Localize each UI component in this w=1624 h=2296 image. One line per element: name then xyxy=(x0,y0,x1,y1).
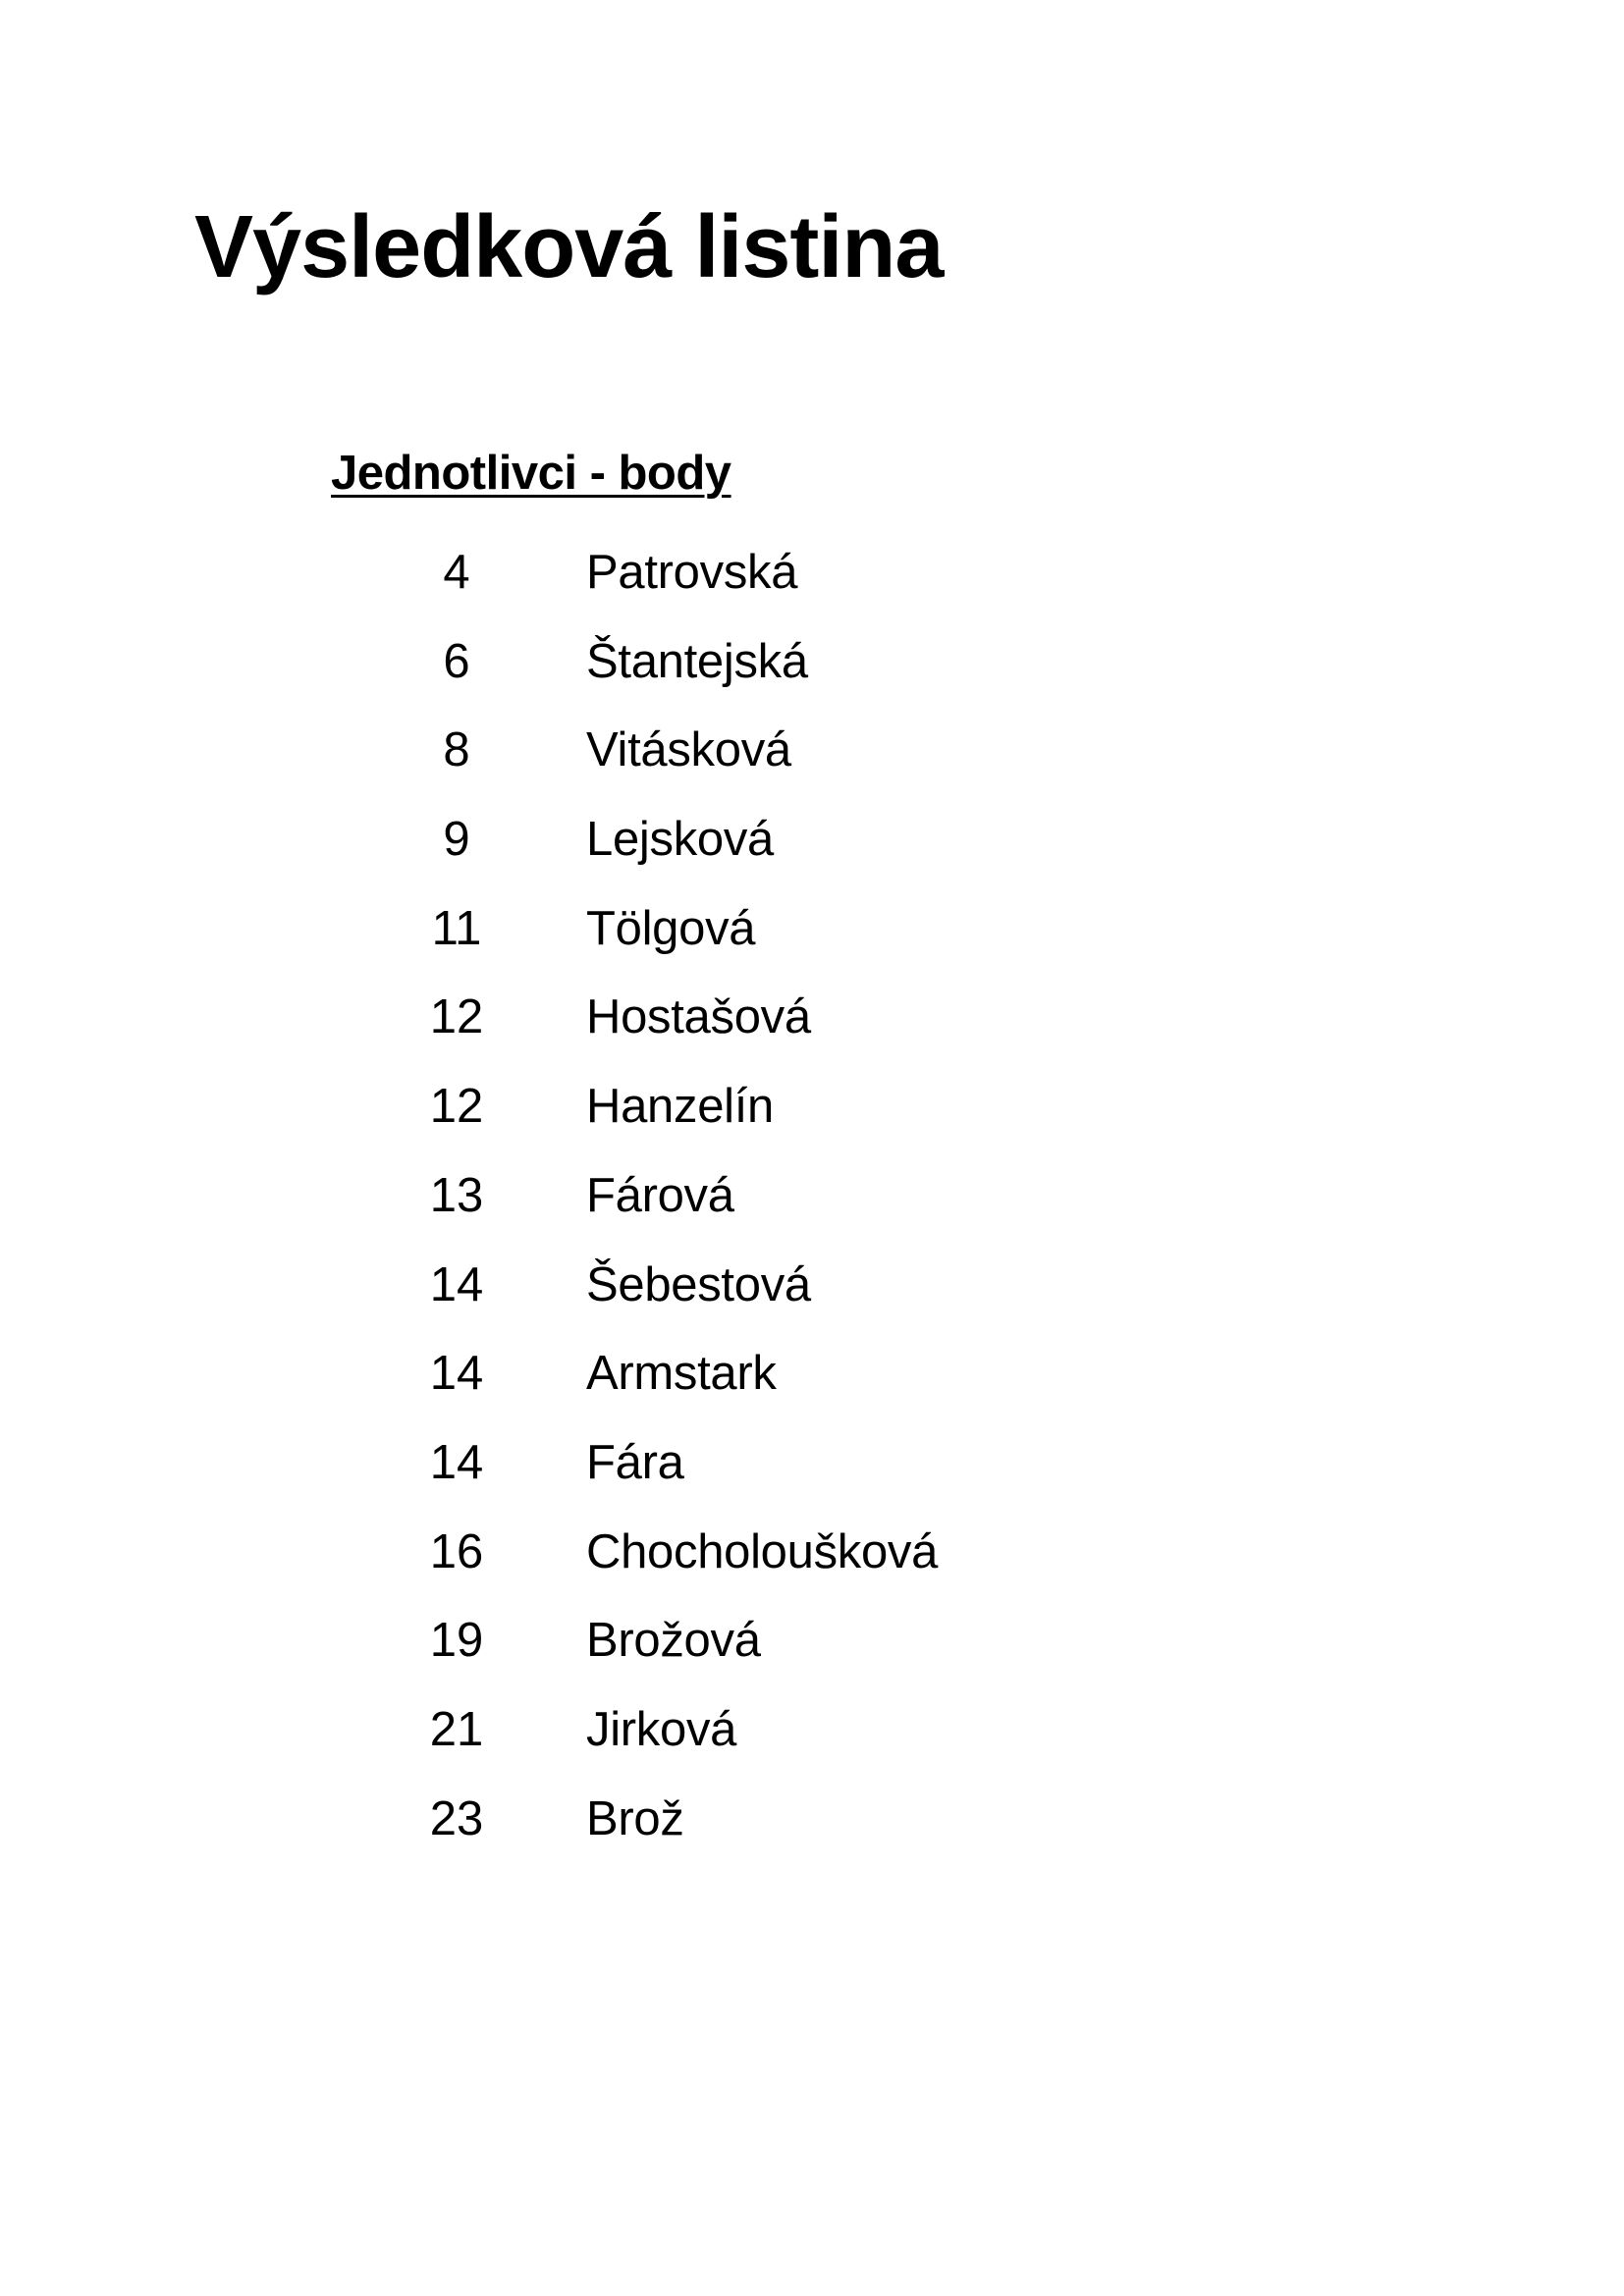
result-row xyxy=(0,629,1624,719)
result-row xyxy=(0,1608,1624,1697)
result-name: Patrovská xyxy=(586,546,798,599)
result-score: 21 xyxy=(429,1702,484,1756)
result-row xyxy=(0,1430,1624,1520)
result-row xyxy=(0,1074,1624,1163)
result-row xyxy=(0,896,1624,986)
result-row xyxy=(0,985,1624,1074)
result-name: Brožová xyxy=(586,1614,761,1668)
result-score: 4 xyxy=(443,546,470,599)
result-name: Fára xyxy=(586,1435,684,1489)
result-row xyxy=(0,1697,1624,1787)
result-score: 23 xyxy=(429,1791,484,1845)
page-title: Výsledková listina xyxy=(194,198,944,296)
result-row xyxy=(0,807,1624,896)
result-name: Štantejská xyxy=(586,634,808,688)
result-name: Jirková xyxy=(586,1702,737,1756)
result-name: Hanzelín xyxy=(586,1080,774,1134)
result-score: 6 xyxy=(443,634,470,688)
result-row xyxy=(0,1341,1624,1430)
result-row xyxy=(0,1520,1624,1609)
results-list xyxy=(0,540,1624,1875)
result-score: 11 xyxy=(431,901,482,955)
result-name: Fárová xyxy=(586,1168,734,1222)
result-score: 8 xyxy=(443,723,470,777)
result-score: 12 xyxy=(429,990,484,1044)
result-row xyxy=(0,540,1624,629)
result-score: 13 xyxy=(429,1168,484,1222)
result-row xyxy=(0,1163,1624,1253)
result-row xyxy=(0,718,1624,807)
result-name: Hostašová xyxy=(586,990,811,1044)
result-row xyxy=(0,1787,1624,1876)
section-heading: Jednotlivci - body xyxy=(331,447,731,500)
result-name: Tölgová xyxy=(586,901,756,955)
result-name: Brož xyxy=(586,1791,684,1845)
result-score: 12 xyxy=(429,1080,484,1134)
result-name: Šebestová xyxy=(586,1257,811,1311)
result-row xyxy=(0,1253,1624,1342)
result-score: 14 xyxy=(429,1435,484,1489)
result-score: 14 xyxy=(429,1257,484,1311)
result-name: Vitásková xyxy=(586,723,791,777)
result-score: 14 xyxy=(429,1347,484,1401)
result-name: Chocholoušková xyxy=(586,1524,939,1578)
result-name: Lejsková xyxy=(586,813,774,867)
result-score: 19 xyxy=(429,1614,484,1668)
result-name: Armstark xyxy=(586,1347,777,1401)
result-score: 16 xyxy=(429,1524,484,1578)
result-score: 9 xyxy=(443,813,470,867)
